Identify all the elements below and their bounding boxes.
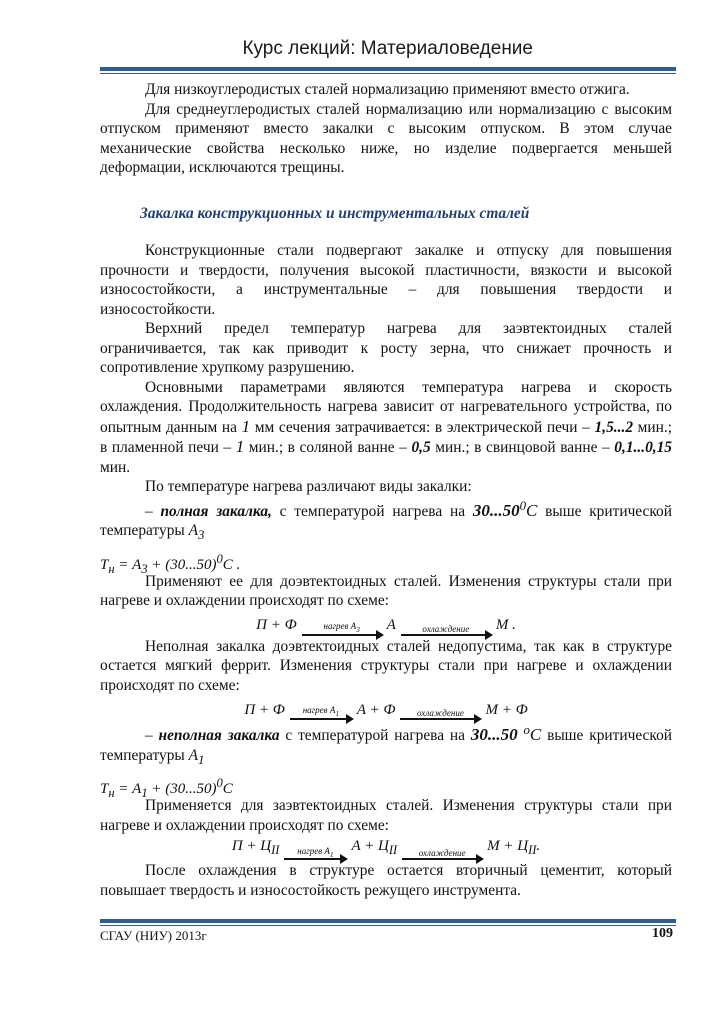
paragraph-heating-time: Основными параметрами являются температура нагрева и скорость охлаждения. Продолжительность нагрева зависит от нагревательного устройства, по опытным данным на 1 мм сечения затрачивается: в электрической печи – 1,5...2 мин.; в пламенной печи – 1 мин.; в соляной ванне – 0,5 мин.; в свинцовой ванне – 0,1...0,15 мин. [100,378,673,476]
header-rule [100,67,676,71]
arrow-heating: нагрев $A_3$ [302,622,382,636]
paragraph: Конструкционные стали подвергают закалке и отпуску для повышения прочности и твердости, получения высокой пластичности, вязкости и высокой износостойкости, а инструментальные – для повышения твердости и износостойкости. [100,242,672,318]
arrow-heating: нагрев $A_1$ [284,847,346,861]
transformation-scheme-3: $П + Ц_{II}$ нагрев $A_1$ $A + Ц_{II}$ охлаждение $M + Ц_{II}$. [231,837,541,859]
page-body [100,80,672,900]
full-hardening-item: – полная закалка, с температурой нагрева на 30...50$^0$C выше критической температуры $A_3$ [100,498,672,543]
footer-institution: СГАУ (НИУ) 2013г [100,928,207,943]
footer-rule-thin [100,925,676,926]
formula-full-hardening: $T_н = A_3 + (30...50)^0C$ . [100,551,241,576]
paragraph: Применяется для заэвтектоидных сталей. Изменения структуры стали при нагреве и охлаждении происходят по схеме: [100,797,672,834]
arrow-heating: нагрев $A_1$ [290,706,352,720]
paragraph: Применяют ее для доэвтектоидных сталей. Изменения структуры стали при нагреве и охлаждении происходят по схеме: [100,572,672,610]
transformation-scheme-2: П + Ф нагрев $A_1$ A + Ф охлаждение M + Ф [244,701,528,719]
arrow-cooling: охлаждение [400,709,480,720]
paragraph: Верхний предел температур нагрева для заэвтектоидных сталей ограничивается, так как приводит к росту зерна, что снижает прочность и сопротивление хрупкому разрушению. [100,320,672,376]
partial-hardening-item: – неполная закалка с температурой нагрева на 30...50 $^o$C выше критической температуры $A_1$ [100,723,672,767]
paragraph: Для низкоуглеродистых сталей нормализацию применяют вместо отжига. [145,81,630,98]
footer-rule [100,919,676,923]
formula-partial-hardening: $T_н = A_1 + (30...50)^0C$ [100,776,233,801]
page-number: 109 [652,926,673,941]
transformation-scheme-1: П + Ф нагрев $A_3$ A охлаждение M . [256,617,516,634]
page-header-title: Курс лекций: Материаловедение [242,38,533,59]
paragraph: Неполная закалка доэвтектоидных сталей недопустима, так как в структуре остается мягкий феррит. Изменения структуры стали при нагреве и охлаждении происходят по схеме: [100,637,672,694]
paragraph: После охлаждения в структуре остается вторичный цементит, который повышает твердость и износостойкость режущего инструмента. [100,862,672,899]
header-rule-thin [100,73,676,74]
arrow-cooling: охлаждение [402,849,482,860]
arrow-cooling: охлаждение [401,625,491,636]
section-heading: Закалка конструкционных и инструментальных сталей [140,204,530,222]
paragraph: Для среднеуглеродистых сталей нормализацию или нормализацию с высоким отпуском применяют вместо закалки с высоким отпуском. В этом случае механические свойства несколько ниже, но изделие подвергается меньшей деформации, исключаются трещины. [100,100,672,176]
paragraph: По температуре нагрева различают виды закалки: [145,478,472,495]
